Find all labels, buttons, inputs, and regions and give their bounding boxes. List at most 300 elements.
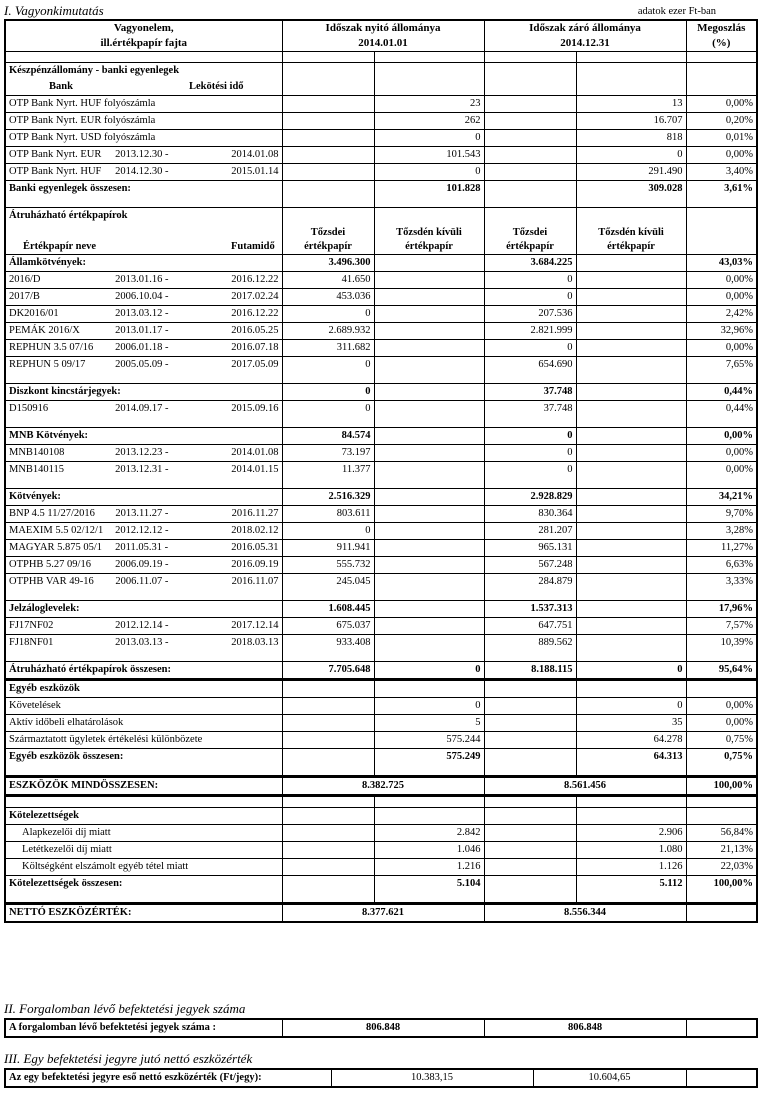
security-item-row — [5, 272, 757, 289]
cash-pct: 0,01% — [686, 130, 757, 147]
header-share: Megoszlás — [697, 22, 746, 34]
security-item-row — [5, 340, 757, 357]
empty-cell — [576, 289, 686, 306]
item-name: 2017/B — [9, 291, 40, 302]
item-name: PEMÁK 2016/X — [9, 325, 80, 336]
securities-total-close-exchange: 8.188.115 — [484, 662, 576, 680]
item-start-date: 2006.11.07 - — [115, 576, 169, 587]
cash-row — [5, 164, 757, 181]
empty-cell — [576, 478, 686, 489]
item-open-exchange: 933.408 — [282, 635, 374, 652]
item-close-exchange: 830.364 — [484, 506, 576, 523]
maturity-label: Futamidő — [231, 241, 275, 252]
cash-close: 0 — [576, 147, 686, 164]
empty-cell — [374, 557, 484, 574]
empty-cell — [374, 417, 484, 428]
empty-cell — [484, 765, 576, 777]
empty-cell — [374, 478, 484, 489]
item-pct: 9,70% — [686, 506, 757, 523]
item-close-exchange: 567.248 — [484, 557, 576, 574]
item-start-date — [137, 96, 277, 112]
spacer-row — [5, 197, 757, 208]
other-pct: 0,75% — [686, 732, 757, 749]
empty-cell — [484, 181, 576, 198]
spacer-row — [5, 478, 757, 489]
group-close-otc — [576, 428, 686, 445]
group-close-otc — [576, 489, 686, 506]
security-group-row — [5, 384, 757, 401]
header-opening-date: 2014.01.01 — [358, 37, 408, 49]
item-close-exchange: 654.690 — [484, 357, 576, 374]
security-item-row — [5, 540, 757, 557]
group-open-exchange: 0 — [282, 384, 374, 401]
empty-cell — [484, 796, 576, 808]
assets-total-row — [5, 777, 757, 796]
empty-cell — [374, 272, 484, 289]
empty-cell — [5, 417, 282, 428]
open-otc-header-l2: értékpapír — [405, 241, 453, 252]
other-pct: 0,00% — [686, 698, 757, 715]
item-name: FJ17NF02 — [9, 620, 54, 631]
security-item — [5, 306, 282, 323]
empty-cell — [282, 164, 374, 181]
cash-subheader — [5, 79, 282, 96]
item-name: BNP 4.5 11/27/2016 — [9, 508, 95, 519]
item-pct: 3,28% — [686, 523, 757, 540]
units-outstanding-table — [4, 1018, 758, 1038]
security-item — [5, 357, 282, 374]
group-close-exchange: 3.684.225 — [484, 255, 576, 272]
item-open-exchange: 453.036 — [282, 289, 374, 306]
header-asset: Vagyonelem, — [113, 22, 174, 34]
cash-row — [5, 130, 757, 147]
empty-cell — [282, 113, 374, 130]
empty-cell — [282, 842, 374, 859]
security-group-name: Államkötvények: — [5, 255, 282, 272]
empty-cell — [576, 540, 686, 557]
other-total-open: 575.249 — [374, 749, 484, 766]
empty-cell — [576, 445, 686, 462]
cash-section-title: Készpénzállomány - banki egyenlegek — [5, 63, 282, 80]
units-outstanding-open: 806.848 — [282, 1019, 484, 1037]
item-end-date: 2016.12.22 — [231, 308, 279, 319]
cash-total-pct: 3,61% — [686, 181, 757, 198]
empty-cell — [484, 208, 576, 225]
security-item — [5, 272, 282, 289]
empty-cell — [282, 417, 374, 428]
item-name: D150916 — [9, 403, 49, 414]
item-close-exchange: 281.207 — [484, 523, 576, 540]
empty-cell — [374, 796, 484, 808]
empty-cell — [374, 540, 484, 557]
liabilities-total-pct: 100,00% — [686, 876, 757, 893]
empty-cell — [576, 557, 686, 574]
group-open-otc — [374, 489, 484, 506]
liabilities-title: Kötelezettségek — [5, 808, 282, 825]
other-row — [5, 698, 757, 715]
item-start-date: 2014.12.30 - — [115, 166, 169, 177]
empty-cell — [484, 825, 576, 842]
item-close-exchange: 889.562 — [484, 635, 576, 652]
empty-cell — [576, 401, 686, 418]
empty-cell — [576, 462, 686, 479]
security-item — [5, 618, 282, 635]
item-end-date: 2018.02.12 — [231, 525, 279, 536]
empty-cell — [282, 197, 374, 208]
empty-cell — [282, 63, 374, 80]
cash-item — [5, 130, 282, 147]
item-end-date: 2017.02.24 — [231, 291, 279, 302]
security-group-row — [5, 489, 757, 506]
cash-subheader-row — [5, 79, 757, 96]
empty-cell — [5, 651, 282, 662]
item-end-date: 2014.01.08 — [231, 149, 279, 160]
empty-cell — [484, 113, 576, 130]
item-close-exchange: 2.821.999 — [484, 323, 576, 340]
item-start-date: 2014.09.17 - — [115, 403, 169, 414]
other-close: 64.278 — [576, 732, 686, 749]
item-start-date: 2013.12.23 - — [115, 447, 169, 458]
security-item-row — [5, 618, 757, 635]
item-close-exchange: 207.536 — [484, 306, 576, 323]
cash-close: 16.707 — [576, 113, 686, 130]
section-2-title: II. Forgalomban lévő befektetési jegyek száma — [4, 1001, 246, 1016]
empty-cell — [484, 892, 576, 904]
empty-cell — [484, 164, 576, 181]
securities-total-open-otc: 0 — [374, 662, 484, 680]
bank-label: Bank — [49, 81, 73, 92]
item-name: FJ18NF01 — [9, 637, 54, 648]
item-name: OTPHB 5.27 09/16 — [9, 559, 91, 570]
item-start-date: 2011.05.31 - — [115, 542, 169, 553]
item-pct: 7,65% — [686, 357, 757, 374]
group-pct: 0,00% — [686, 428, 757, 445]
securities-total-close-otc: 0 — [576, 662, 686, 680]
nav-per-unit-label: Az egy befektetési jegyre eső nettó eszközérték (Ft/jegy): — [5, 1069, 331, 1087]
empty-cell — [686, 590, 757, 601]
assets-total-pct: 100,00% — [686, 777, 757, 796]
assets-total-open: 8.382.725 — [282, 777, 484, 796]
other-assets-title: Egyéb eszközök — [5, 680, 282, 698]
security-item — [5, 635, 282, 652]
empty-cell — [374, 808, 484, 825]
empty-cell — [374, 208, 484, 225]
empty-cell — [5, 765, 282, 777]
group-open-otc — [374, 255, 484, 272]
security-item-row — [5, 306, 757, 323]
security-item — [5, 506, 282, 523]
close-otc-header-l2: értékpapír — [607, 241, 655, 252]
item-close-exchange: 284.879 — [484, 574, 576, 591]
liabilities-total-close: 5.112 — [576, 876, 686, 893]
group-pct: 17,96% — [686, 601, 757, 618]
item-name: OTP Bank Nyrt. EUR folyószámla — [9, 115, 156, 126]
security-group-name: MNB Kötvények: — [5, 428, 282, 445]
liability-row — [5, 825, 757, 842]
item-end-date: 2016.11.07 — [231, 576, 279, 587]
empty-cell — [282, 859, 374, 876]
security-item-row — [5, 635, 757, 652]
other-total-close: 64.313 — [576, 749, 686, 766]
header-opening: Időszak nyitó állománya — [325, 22, 441, 34]
empty-cell — [686, 892, 757, 904]
empty-cell — [484, 680, 576, 698]
empty-cell — [576, 651, 686, 662]
item-name: REPHUN 3.5 07/16 — [9, 342, 94, 353]
group-open-exchange: 3.496.300 — [282, 255, 374, 272]
group-open-otc — [374, 601, 484, 618]
securities-title: Átruházható értékpapírok — [5, 208, 282, 225]
spacer-row — [5, 796, 757, 808]
nav-close: 8.556.344 — [484, 904, 686, 923]
empty-cell — [686, 197, 757, 208]
liability-pct: 56,84% — [686, 825, 757, 842]
empty-cell — [576, 208, 686, 225]
item-start-date: 2013.12.31 - — [115, 464, 169, 475]
item-start-date: 2006.10.04 - — [115, 291, 169, 302]
empty-cell — [484, 749, 576, 766]
group-open-otc — [374, 428, 484, 445]
empty-cell — [282, 698, 374, 715]
empty-cell — [282, 732, 374, 749]
group-close-otc — [576, 601, 686, 618]
spacer-row — [5, 765, 757, 777]
security-item-row — [5, 323, 757, 340]
item-pct: 32,96% — [686, 323, 757, 340]
liability-close: 1.080 — [576, 842, 686, 859]
other-close: 35 — [576, 715, 686, 732]
nav-label: NETTÓ ESZKÖZÉRTÉK: — [5, 904, 282, 923]
item-name: MNB140108 — [9, 447, 65, 458]
item-open-exchange: 555.732 — [282, 557, 374, 574]
empty-cell — [374, 635, 484, 652]
security-group-name: Jelzáloglevelek: — [5, 601, 282, 618]
open-exchange-header-l1: Tőzsdei — [310, 227, 346, 238]
empty-cell — [374, 590, 484, 601]
cash-total-close: 309.028 — [576, 181, 686, 198]
asset-statement-table — [4, 19, 758, 923]
item-name: OTP Bank Nyrt. HUF — [9, 166, 102, 177]
empty-cell — [374, 357, 484, 374]
liability-pct: 22,03% — [686, 859, 757, 876]
item-start-date: 2013.01.17 - — [115, 325, 169, 336]
nav-per-unit-open: 10.383,15 — [331, 1069, 533, 1087]
empty-cell — [576, 417, 686, 428]
cash-open: 101.543 — [374, 147, 484, 164]
open-exchange-header — [282, 224, 374, 255]
cash-pct: 3,40% — [686, 164, 757, 181]
group-pct: 34,21% — [686, 489, 757, 506]
empty-cell — [686, 208, 757, 225]
empty-cell — [374, 401, 484, 418]
empty-cell — [576, 680, 686, 698]
empty-cell — [686, 52, 757, 63]
close-exchange-header — [484, 224, 576, 255]
other-item-name: Származtatott ügyletek értékelési különbözete — [5, 732, 282, 749]
group-close-exchange: 1.537.313 — [484, 601, 576, 618]
empty-cell — [686, 680, 757, 698]
header-row — [5, 20, 757, 52]
section-1-title: I. Vagyonkimutatás — [4, 3, 104, 18]
empty-cell — [282, 680, 374, 698]
empty-cell — [374, 618, 484, 635]
empty-cell — [374, 445, 484, 462]
item-name: OTP Bank Nyrt. HUF folyószámla — [9, 98, 156, 109]
empty-cell — [686, 904, 757, 923]
close-otc-header-l1: Tőzsdén kívüli — [598, 227, 664, 238]
empty-cell — [282, 892, 374, 904]
group-open-exchange: 84.574 — [282, 428, 374, 445]
group-close-exchange: 37.748 — [484, 384, 576, 401]
empty-cell — [374, 79, 484, 96]
other-total-row — [5, 749, 757, 766]
cash-item — [5, 113, 282, 130]
empty-cell — [282, 590, 374, 601]
item-start-date: 2006.09.19 - — [115, 559, 169, 570]
empty-cell — [484, 197, 576, 208]
cash-item — [5, 96, 282, 113]
item-close-exchange: 965.131 — [484, 540, 576, 557]
securities-total-open-exchange: 7.705.648 — [282, 662, 374, 680]
securities-total-label: Átruházható értékpapírok összesen: — [5, 662, 282, 680]
empty-cell — [5, 52, 282, 63]
item-name: REPHUN 5 09/17 — [9, 359, 86, 370]
cash-row — [5, 113, 757, 130]
other-pct: 0,00% — [686, 715, 757, 732]
liabilities-total-open: 5.104 — [374, 876, 484, 893]
security-item-row — [5, 401, 757, 418]
liability-pct: 21,13% — [686, 842, 757, 859]
empty-cell — [282, 749, 374, 766]
item-pct: 3,33% — [686, 574, 757, 591]
empty-cell — [282, 808, 374, 825]
item-name: MNB140115 — [9, 464, 65, 475]
empty-cell — [5, 197, 282, 208]
empty-cell — [576, 506, 686, 523]
item-pct: 6,63% — [686, 557, 757, 574]
spacer-row — [5, 590, 757, 601]
empty-cell — [686, 417, 757, 428]
other-item-name: Aktív időbeli elhatárolások — [5, 715, 282, 732]
security-item — [5, 540, 282, 557]
empty-cell — [484, 63, 576, 80]
item-open-exchange: 0 — [282, 523, 374, 540]
empty-cell — [576, 272, 686, 289]
cash-open: 262 — [374, 113, 484, 130]
security-item-row — [5, 506, 757, 523]
item-pct: 0,00% — [686, 340, 757, 357]
item-name: MAEXIM 5.5 02/12/1 — [9, 525, 104, 536]
header-closing: Időszak záró állománya — [529, 22, 641, 34]
empty-cell — [576, 523, 686, 540]
empty-cell — [374, 574, 484, 591]
group-close-exchange: 2.928.829 — [484, 489, 576, 506]
cash-total-row — [5, 181, 757, 198]
empty-cell — [5, 478, 282, 489]
empty-cell — [576, 323, 686, 340]
item-open-exchange: 245.045 — [282, 574, 374, 591]
other-open: 0 — [374, 698, 484, 715]
header-asset-sub: ill.értékpapír fajta — [100, 37, 188, 49]
group-close-otc — [576, 384, 686, 401]
open-otc-header-l1: Tőzsdén kívüli — [396, 227, 462, 238]
cash-pct: 0,00% — [686, 147, 757, 164]
empty-cell — [686, 63, 757, 80]
item-end-date: 2016.12.22 — [231, 274, 279, 285]
empty-cell — [576, 635, 686, 652]
cash-row — [5, 147, 757, 164]
security-item-row — [5, 557, 757, 574]
item-end-date: 2015.09.16 — [231, 403, 279, 414]
cash-close: 818 — [576, 130, 686, 147]
other-close: 0 — [576, 698, 686, 715]
liability-open: 1.216 — [374, 859, 484, 876]
assets-total-close: 8.561.456 — [484, 777, 686, 796]
item-open-exchange: 41.650 — [282, 272, 374, 289]
securities-total-row — [5, 662, 757, 680]
empty-cell — [686, 796, 757, 808]
group-open-exchange: 2.516.329 — [282, 489, 374, 506]
item-name: DK2016/01 — [9, 308, 59, 319]
item-open-exchange: 911.941 — [282, 540, 374, 557]
empty-cell — [686, 765, 757, 777]
empty-cell — [484, 732, 576, 749]
cash-total-label: Banki egyenlegek összesen: — [5, 181, 282, 198]
item-end-date: 2018.03.13 — [231, 637, 279, 648]
empty-cell — [686, 478, 757, 489]
liabilities-total-row — [5, 876, 757, 893]
section-3-title: III. Egy befektetési jegyre jutó nettó eszközérték — [4, 1051, 253, 1066]
cash-pct: 0,00% — [686, 96, 757, 113]
spacer-row — [5, 52, 757, 63]
liability-close: 1.126 — [576, 859, 686, 876]
nav-per-unit-close: 10.604,65 — [533, 1069, 686, 1087]
item-name: MAGYAR 5.875 05/1 — [9, 542, 103, 553]
empty-cell — [374, 680, 484, 698]
empty-cell — [374, 506, 484, 523]
empty-cell — [374, 340, 484, 357]
empty-cell — [576, 52, 686, 63]
liability-row — [5, 859, 757, 876]
empty-cell — [686, 373, 757, 384]
cash-close: 291.490 — [576, 164, 686, 181]
empty-cell — [484, 590, 576, 601]
empty-cell — [282, 876, 374, 893]
security-item-row — [5, 357, 757, 374]
item-pct: 11,27% — [686, 540, 757, 557]
item-open-exchange: 73.197 — [282, 445, 374, 462]
item-name: OTP Bank Nyrt. EUR — [9, 149, 102, 160]
item-start-date: 2012.12.14 - — [115, 620, 169, 631]
empty-cell — [484, 876, 576, 893]
security-item — [5, 289, 282, 306]
empty-cell — [282, 825, 374, 842]
item-end-date: 2016.11.27 — [231, 508, 279, 519]
liability-close: 2.906 — [576, 825, 686, 842]
item-pct: 0,00% — [686, 462, 757, 479]
item-close-exchange: 647.751 — [484, 618, 576, 635]
empty-cell — [282, 147, 374, 164]
security-item — [5, 340, 282, 357]
item-close-exchange: 0 — [484, 462, 576, 479]
empty-cell — [576, 357, 686, 374]
item-end-date: 2016.09.19 — [231, 559, 279, 570]
empty-cell — [576, 808, 686, 825]
other-row — [5, 715, 757, 732]
empty-cell — [374, 323, 484, 340]
item-start-date: 2013.11.27 - — [115, 508, 169, 519]
item-close-exchange: 0 — [484, 289, 576, 306]
